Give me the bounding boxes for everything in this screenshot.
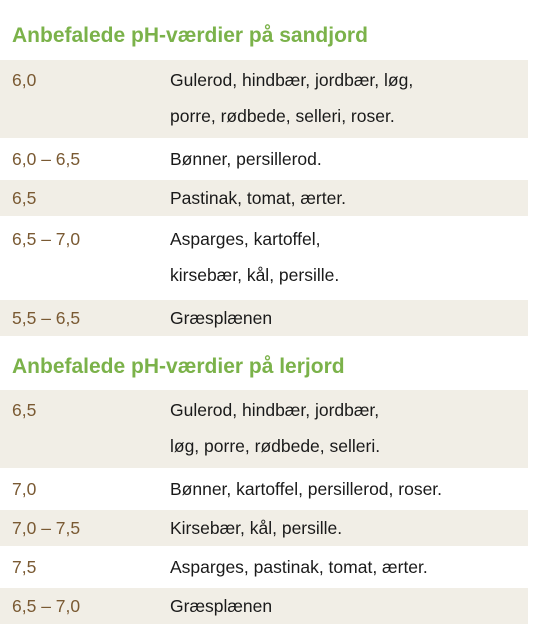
table-row [0, 510, 528, 549]
plant-list [170, 221, 528, 293]
plant-list [170, 588, 528, 624]
plant-list [170, 141, 528, 177]
table-row [0, 219, 528, 300]
plant-list [170, 62, 528, 134]
plant-list-line: Gulerod, hindbær, jordbær, [170, 400, 380, 420]
plant-list-line: løg, porre, rødbede, selleri. [170, 436, 381, 456]
plant-list-line: Kirsebær, kål, persille. [170, 518, 343, 538]
ph-value: 5,5 – 6,5 [12, 308, 81, 328]
plant-list-line: porre, rødbede, selleri, roser. [170, 106, 395, 126]
ph-value: 7,0 – 7,5 [12, 518, 81, 538]
table-row [0, 390, 528, 471]
section-title-sandjord: Anbefalede pH-værdier på sandjord [12, 24, 368, 47]
plant-list-line: Asparges, pastinak, tomat, ærter. [170, 557, 428, 577]
plant-list-line: kirsebær, kål, persille. [170, 265, 340, 285]
plant-list [170, 471, 528, 507]
table-row [0, 471, 528, 510]
plant-list-line: Pastinak, tomat, ærter. [170, 188, 347, 208]
plant-list [170, 300, 528, 336]
section-title-lerjord: Anbefalede pH-værdier på lerjord [12, 355, 345, 378]
plant-list [170, 392, 528, 464]
ph-value: 6,0 [12, 70, 37, 90]
ph-value: 6,5 – 7,0 [12, 229, 81, 249]
table-row [0, 588, 528, 627]
ph-value: 7,5 [12, 557, 37, 577]
ph-value: 6,0 – 6,5 [12, 149, 81, 169]
plant-list-line: Gulerod, hindbær, jordbær, løg, [170, 70, 414, 90]
ph-value: 7,0 [12, 479, 37, 499]
table-row [0, 60, 528, 141]
plant-list [170, 549, 528, 585]
table-row [0, 549, 528, 588]
ph-value: 6,5 – 7,0 [12, 596, 81, 616]
plant-list-line: Græsplænen [170, 308, 273, 328]
table-row [0, 141, 528, 180]
ph-value: 6,5 [12, 400, 37, 420]
ph-table-sandjord [0, 60, 528, 339]
table-row [0, 300, 528, 339]
plant-list-line: Græsplænen [170, 596, 273, 616]
plant-list [170, 510, 528, 546]
ph-value: 6,5 [12, 188, 37, 208]
ph-table-lerjord [0, 390, 528, 627]
plant-list-line: Asparges, kartoffel, [170, 229, 321, 249]
plant-list-line: Bønner, kartoffel, persillerod, roser. [170, 479, 443, 499]
plant-list-line: Bønner, persillerod. [170, 149, 322, 169]
table-row [0, 180, 528, 219]
plant-list [170, 180, 528, 216]
